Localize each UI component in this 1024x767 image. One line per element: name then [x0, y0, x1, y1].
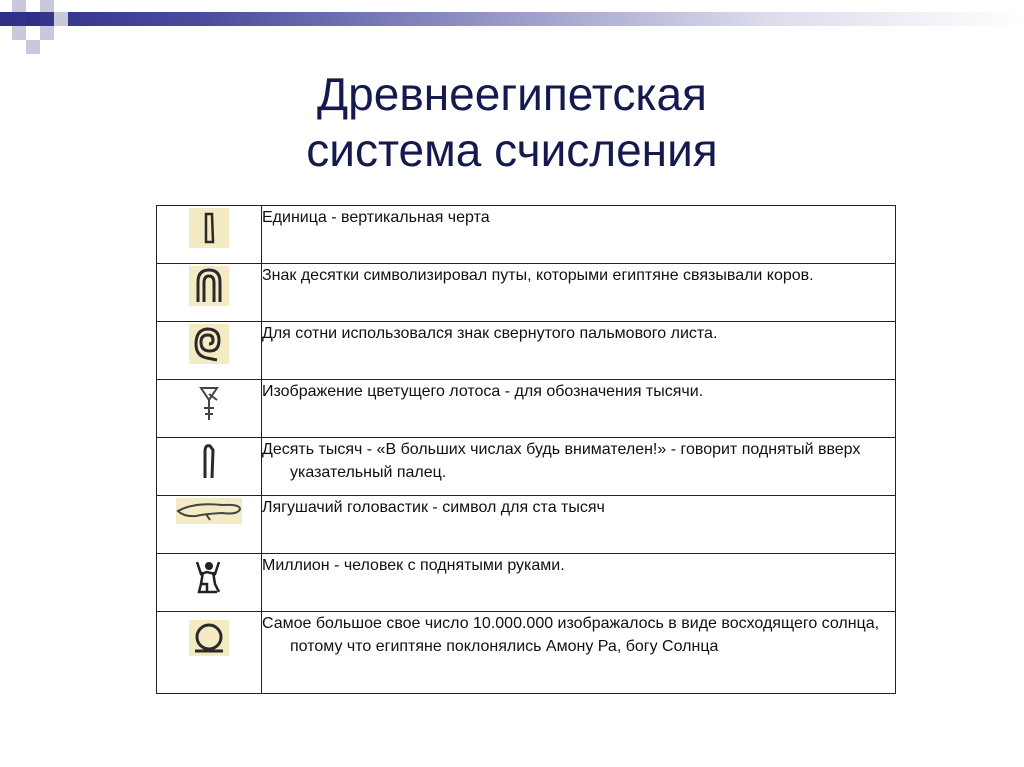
table-row [157, 206, 896, 264]
hieroglyph-table [156, 205, 896, 694]
table-row [157, 554, 896, 612]
description-cell: Единица - вертикальная черта [262, 206, 896, 264]
table-row [157, 380, 896, 438]
decor-square [54, 12, 68, 26]
decor-square [12, 0, 26, 12]
icon-cell [157, 612, 262, 694]
icon-cell [157, 380, 262, 438]
heel-bone-hieroglyph-icon [187, 264, 231, 308]
icon-cell [157, 554, 262, 612]
description-cell: Для сотни использовался знак свернутого пальмового листа. [262, 322, 896, 380]
coil-rope-hieroglyph-icon [187, 322, 231, 366]
finger-hieroglyph-icon [187, 438, 231, 482]
icon-cell [157, 438, 262, 496]
description-cell: Самое большое свое число 10.000.000 изображалось в виде восходящего солнца, потому что египтяне поклонялись Амону Ра, богу Солнца [262, 612, 896, 694]
rising-sun-hieroglyph-icon [187, 618, 231, 658]
description-cell: Миллион - человек с поднятыми руками. [262, 554, 896, 612]
decor-square [12, 26, 26, 40]
decor-square [26, 12, 40, 26]
table-row [157, 264, 896, 322]
slide-title [0, 66, 1024, 178]
description-cell: Знак десятки символизировал путы, которыми египтяне связывали коров. [262, 264, 896, 322]
decor-square [26, 40, 40, 54]
table-row [157, 438, 896, 496]
tadpole-hieroglyph-icon [174, 496, 244, 526]
icon-cell [157, 206, 262, 264]
decor-square [40, 0, 54, 12]
description-cell: Лягушачий головастик - символ для ста тысяч [262, 496, 896, 554]
lotus-hieroglyph-icon [187, 380, 231, 424]
table-row [157, 612, 896, 694]
slide-title-line1: Древнеегипетская [317, 68, 707, 120]
description-cell: Изображение цветущего лотоса - для обозначения тысячи. [262, 380, 896, 438]
header-gradient-bar [0, 12, 1024, 26]
man-raised-arms-hieroglyph-icon [187, 554, 231, 598]
decor-square [40, 26, 54, 40]
icon-cell [157, 496, 262, 554]
icon-cell [157, 264, 262, 322]
icon-cell [157, 322, 262, 380]
single-stroke-hieroglyph-icon [187, 206, 231, 250]
table-row [157, 496, 896, 554]
slide-title-line2: система счисления [306, 124, 718, 176]
description-cell: Десять тысяч - «В больших числах будь внимателен!» - говорит поднятый вверх указательный палец. [262, 438, 896, 496]
table-row [157, 322, 896, 380]
